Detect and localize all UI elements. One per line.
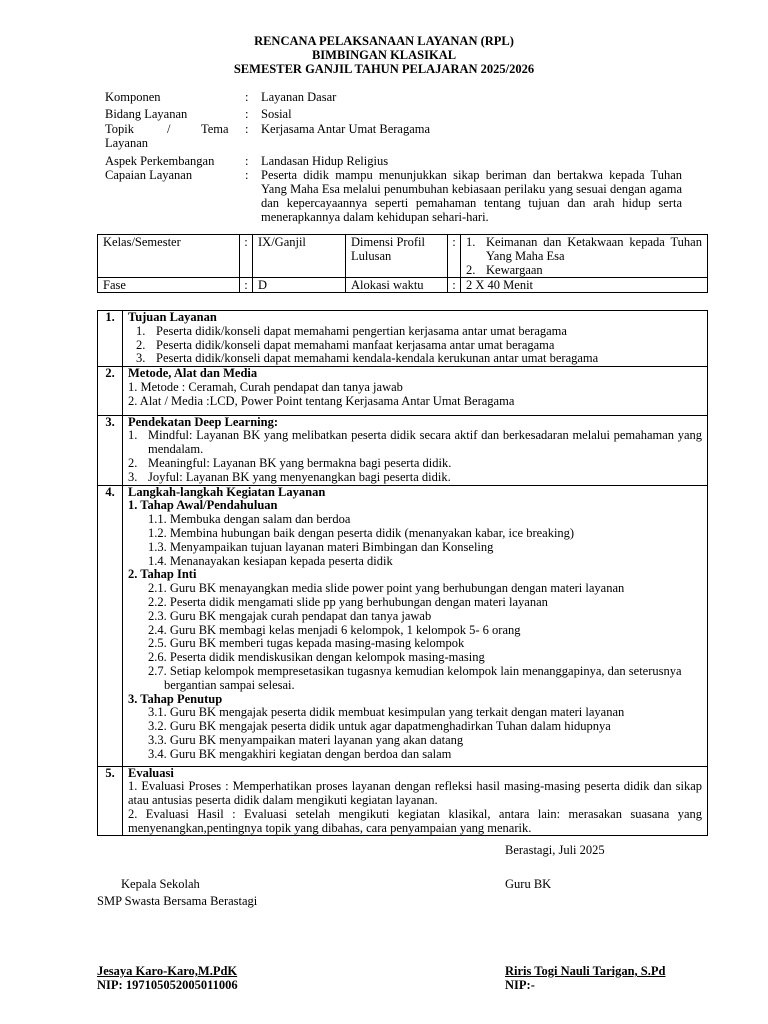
layanan-word: Layanan: [105, 136, 149, 150]
section-number: 2.: [98, 367, 123, 415]
step-item: 2.4. Guru BK membagi kelas menjadi 6 kelompok, 1 kelompok 5- 6 orang: [148, 622, 521, 637]
content-table: [97, 310, 708, 836]
list-item: 2. Alat / Media :LCD, Power Point tentang Kerjasama Antar Umat Beragama: [128, 393, 515, 408]
list-item: 1. Peserta didik/konseli dapat memahami pengertian kerjasama antar umat beragama: [136, 323, 567, 338]
section-title: Tujuan Layanan: [128, 310, 217, 324]
right-signer-name: Riris Togi Nauli Tarigan, S.Pd: [505, 964, 666, 978]
class-table: [97, 234, 708, 293]
alokasi-value: 2 X 40 Menit: [461, 278, 708, 293]
info-label: Capaian Layanan: [105, 168, 193, 182]
step-item: 1.1. Membuka dengan salam dan berdoa: [148, 512, 351, 527]
info-value: Layanan Dasar: [261, 90, 337, 104]
step-item: 2.2. Peserta didik mengamati slide pp yang berhubungan dengan materi layanan: [148, 594, 548, 609]
section-title: Langkah-langkah Kegiatan Layanan: [128, 484, 326, 499]
list-item: 2. Meaningful: Layanan BK yang bermakna bagi peserta didik.: [128, 455, 452, 470]
title-line-3: SEMESTER GANJIL TAHUN PELAJARAN 2025/2026: [233, 62, 535, 76]
phase-title: 2. Tahap Inti: [128, 567, 197, 582]
info-row-aspek: [105, 154, 685, 168]
step-item: 1.2. Membina hubungan baik dengan peserta didik (menanyakan kabar, ice breaking): [148, 525, 575, 540]
info-row-capaian: [105, 168, 685, 224]
tema-word: Tema: [201, 122, 229, 136]
phase-title: 1. Tahap Awal/Pendahuluan: [128, 498, 278, 513]
section-number: 3.: [98, 415, 123, 485]
step-item: 3.2. Guru BK mengajak peserta didik untuk agar dapatmenghadirkan Tuhan dalam hidupnya: [148, 719, 611, 734]
info-colon: :: [245, 122, 249, 136]
section-number: 4.: [98, 485, 123, 766]
fase-label: Fase: [98, 278, 240, 293]
fase-colon: :: [240, 278, 253, 293]
alokasi-colon: :: [448, 278, 461, 293]
left-signer-nip: NIP: 197105052005011006: [97, 978, 238, 992]
step-item: 2.5. Guru BK memberi tugas kepada masing-masing kelompok: [148, 636, 465, 651]
topik-word: Topik: [105, 122, 134, 136]
section-number: 1.: [98, 311, 123, 367]
info-value: Kerjasama Antar Umat Beragama: [261, 122, 431, 136]
section-title: Evaluasi: [128, 765, 174, 780]
title-line-1: RENCANA PELAKSANAAN LAYANAN (RPL): [254, 34, 514, 48]
section-deep-learning: [98, 415, 708, 485]
step-item: 3.3. Guru BK menyampaikan materi layanan yang akan datang: [148, 732, 464, 747]
list-item: 2. Evaluasi Hasil : Evaluasi setelah mengikuti kegiatan klasikal, antara lain: merasakan suasana yang menyenangkan,pentingnya topik yang dibahas, cara penyampaian yang menarik.: [128, 806, 702, 835]
step-item: 2.6. Peserta didik mendiskusikan dengan kelompok masing-masing: [148, 650, 485, 665]
section-title: Metode, Alat dan Media: [128, 366, 258, 381]
left-role: Kepala Sekolah: [121, 877, 200, 891]
dimensi-item: 1. Keimanan dan Ketakwaan kepada Tuhan Yang Maha Esa: [466, 235, 702, 263]
dimensi-item: 2. Kewargaan: [466, 263, 543, 277]
info-colon: :: [245, 90, 249, 104]
section-title: Pendekatan Deep Learning:: [128, 414, 278, 429]
info-value: Sosial: [261, 107, 292, 121]
dimensi-label: Dimensi Profil Lulusan: [346, 235, 448, 278]
tujuan-list: [128, 325, 702, 366]
section-metode: [98, 367, 708, 415]
info-label: Komponen: [105, 90, 161, 104]
info-label: Aspek Perkembangan: [105, 154, 215, 168]
dimensi-value: [461, 235, 708, 278]
step-item: 2.7. Setiap kelompok mempresetasikan tugasnya kemudian kelompok lain menanggapinya, dan seterusnya bergantian sampai selesai.: [148, 663, 682, 692]
kelas-colon: :: [240, 235, 253, 278]
info-colon: :: [245, 154, 249, 168]
list-item: 3. Joyful: Layanan BK yang menyenangkan bagi peserta didik.: [128, 469, 451, 484]
step-item: 1.4. Menanayakan kesiapan kepada peserta didik: [148, 553, 393, 568]
right-signer-nip: NIP:-: [505, 978, 535, 992]
dimensi-colon: :: [448, 235, 461, 278]
info-colon: :: [245, 107, 249, 121]
step-item: 3.4. Guru BK mengakhiri kegiatan dengan berdoa dan salam: [148, 746, 452, 761]
place-date: Berastagi, Juli 2025: [505, 843, 605, 857]
section-tujuan: [98, 311, 708, 367]
info-row-bidang: [105, 107, 685, 122]
list-item: 1. Metode : Ceramah, Curah pendapat dan tanya jawab: [128, 379, 403, 394]
list-item: 2. Peserta didik/konseli dapat memahami manfaat kerjasama antar umat beragama: [136, 337, 555, 352]
document-title: [0, 34, 768, 76]
list-item: 3. Peserta didik/konseli dapat memahami kendala-kendala kerukunan antar umat beragama: [136, 351, 599, 366]
info-row-komponen: [105, 90, 685, 107]
right-role: Guru BK: [505, 877, 552, 891]
kelas-value: IX/Ganjil: [253, 235, 346, 278]
info-value: Landasan Hidup Religius: [261, 154, 389, 168]
list-item: 1. Evaluasi Proses : Memperhatikan proses layanan dengan refleksi hasil masing-masing peserta didik dan sikap atau antusias peserta didik dalam mengikuti kegiatan layanan.: [128, 779, 702, 808]
info-colon: :: [245, 168, 249, 182]
slash-word: /: [167, 122, 171, 136]
title-line-2: BIMBINGAN KLASIKAL: [311, 48, 457, 62]
info-row-topik: [105, 122, 685, 154]
info-label: Bidang Layanan: [105, 107, 188, 121]
fase-value: D: [253, 278, 346, 293]
left-signer-name: Jesaya Karo-Karo,M.PdK: [97, 964, 238, 978]
section-evaluasi: [98, 766, 708, 836]
phase-title: 3. Tahap Penutup: [128, 691, 223, 706]
section-langkah: [98, 485, 708, 766]
list-item: 1. Mindful: Layanan BK yang melibatkan peserta didik secara aktif dan berkesadaran melalui pemahaman yang mendalam.: [128, 428, 702, 457]
info-value: Peserta didik mampu menunjukkan sikap beriman dan bertakwa kepada Tuhan Yang Maha Esa melalui penumbuhan kebiasaan perilaku yang sesuai dengan agama dan kepercayaannya seperti pemahaman tentang tujuan dan arah hidup serta menerapkannya dalam kehidupan sehari-hari.: [261, 168, 682, 224]
kelas-label: Kelas/Semester: [98, 235, 240, 278]
step-item: 2.3. Guru BK mengajak curah pendapat dan tanya jawab: [148, 608, 432, 623]
alokasi-label: Alokasi waktu: [346, 278, 448, 293]
step-item: 3.1. Guru BK mengajak peserta didik membuat kesimpulan yang terkait dengan materi layanan: [148, 705, 625, 720]
left-organization: SMP Swasta Bersama Berastagi: [97, 894, 258, 908]
step-item: 2.1. Guru BK menayangkan media slide power point yang berhubungan dengan materi layanan: [148, 581, 625, 596]
info-block: [105, 90, 685, 224]
section-number: 5.: [98, 766, 123, 836]
step-item: 1.3. Menyampaikan tujuan layanan materi Bimbingan dan Konseling: [148, 539, 494, 554]
